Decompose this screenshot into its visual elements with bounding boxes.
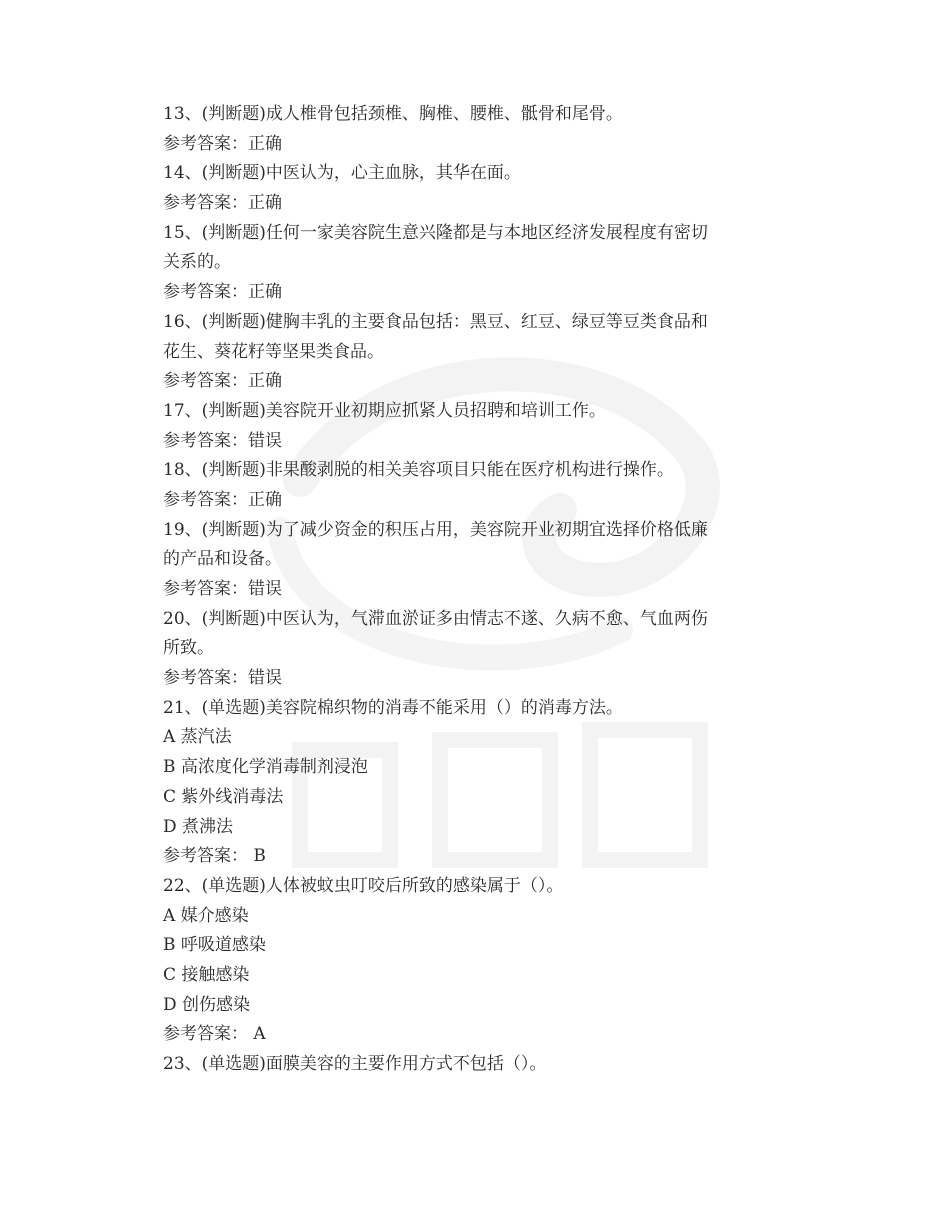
question-19-cont: 的产品和设备。 bbox=[163, 549, 282, 570]
question-18: 18、(判断题)非果酸剥脱的相关美容项目只能在医疗机构进行操作。 bbox=[163, 460, 674, 481]
option-22-a: A 媒介感染 bbox=[163, 905, 249, 926]
question-16: 16、(判断题)健胸丰乳的主要食品包括：黑豆、红豆、绿豆等豆类食品和 bbox=[163, 311, 708, 332]
answer-19: 参考答案：错误 bbox=[163, 579, 282, 599]
answer-17: 参考答案：错误 bbox=[163, 430, 282, 451]
answer-13: 参考答案：正确 bbox=[163, 133, 282, 154]
option-21-b: B 高浓度化学消毒制剂浸泡 bbox=[163, 757, 368, 778]
option-21-c: C 紫外线消毒法 bbox=[163, 786, 284, 807]
question-23: 23、(单选题)面膜美容的主要作用方式不包括（）。 bbox=[163, 1054, 547, 1074]
option-22-b: B 呼吸道感染 bbox=[163, 935, 266, 956]
answer-14: 参考答案：正确 bbox=[163, 193, 282, 214]
question-20-cont: 所致。 bbox=[163, 638, 214, 659]
question-20: 20、(判断题)中医认为，气滞血淤证多由情志不遂、久病不愈、气血两伤 bbox=[163, 608, 708, 629]
question-16-cont: 花生、葵花籽等坚果类食品。 bbox=[163, 341, 384, 362]
answer-22: 参考答案： A bbox=[163, 1024, 266, 1045]
question-17: 17、(判断题)美容院开业初期应抓紧人员招聘和培训工作。 bbox=[163, 400, 606, 421]
question-21: 21、(单选题)美容院棉织物的消毒不能采用（）的消毒方法。 bbox=[163, 697, 623, 718]
answer-15: 参考答案：正确 bbox=[163, 282, 282, 303]
answer-18: 参考答案：正确 bbox=[163, 489, 282, 510]
question-19: 19、(判断题)为了减少资金的积压占用，美容院开业初期宜选择价格低廉 bbox=[163, 519, 708, 540]
question-13: 13、(判断题)成人椎骨包括颈椎、胸椎、腰椎、骶骨和尾骨。 bbox=[163, 104, 623, 124]
question-15: 15、(判断题)任何一家美容院生意兴隆都是与本地区经济发展程度有密切 bbox=[163, 222, 708, 243]
option-21-a: A 蒸汽法 bbox=[163, 727, 232, 748]
answer-16: 参考答案：正确 bbox=[163, 371, 282, 392]
question-14: 14、(判断题)中医认为，心主血脉，其华在面。 bbox=[163, 163, 521, 184]
option-22-d: D 创伤感染 bbox=[163, 994, 251, 1015]
answer-20: 参考答案：错误 bbox=[163, 668, 282, 689]
question-15-cont: 关系的。 bbox=[163, 252, 231, 273]
option-22-c: C 接触感染 bbox=[163, 964, 250, 985]
document-body bbox=[163, 100, 763, 1080]
question-22: 22、(单选题)人体被蚊虫叮咬后所致的感染属于（）。 bbox=[163, 875, 564, 896]
option-21-d: D 煮沸法 bbox=[163, 816, 234, 837]
answer-21: 参考答案： B bbox=[163, 846, 266, 867]
